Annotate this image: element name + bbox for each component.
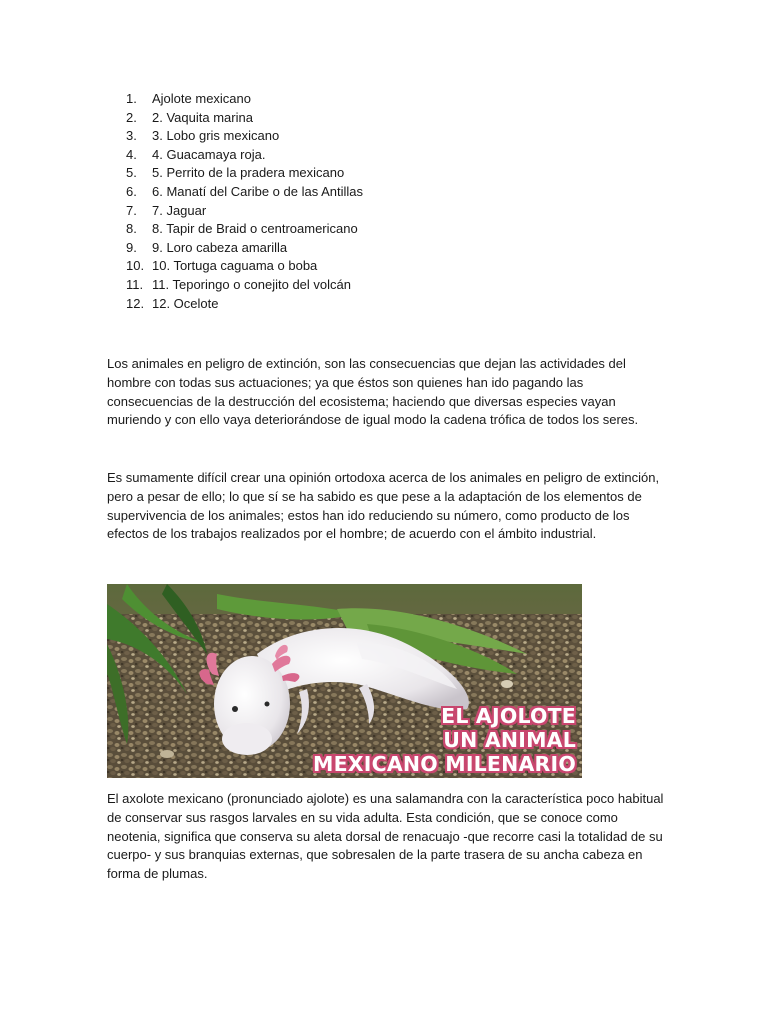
list-item [126, 276, 363, 295]
list-item [126, 202, 363, 221]
list-text: 6. Manatí del Caribe o de las Antillas [152, 183, 364, 199]
list-text: 4. Guacamaya roja. [152, 146, 266, 162]
list-item [126, 164, 363, 183]
list-number: 9. [126, 239, 137, 255]
list-text: 3. Lobo gris mexicano [152, 128, 280, 144]
list-number: 2. [126, 109, 137, 125]
list-number: 10. [126, 258, 145, 274]
list-number: 12. [126, 295, 145, 311]
list-item [126, 239, 363, 258]
list-item [126, 127, 363, 146]
paragraph-axolotl-description: El axolote mexicano (pronunciado ajolote) es una salamandra con la característica poco habitual de conservar sus rasgos larvales en su vida adulta. Esta condición, que se conoce como neotenia, significa que conserva su aleta dorsal de renacuajo -que recorre casi la totalidad de su cuerpo- y sus branquias externas, que sobresalen de la parte trasera de su ancha cabeza en forma de plumas. [107, 791, 664, 882]
list-item [126, 183, 363, 202]
paragraph-extinction-causes: Los animales en peligro de extinción, son las consecuencias que dejan las actividades del hombre con todas sus actuaciones; ya que éstos son quienes han ido pagando las consecuencias de la destrucción del ecosistema; haciendo que diversas especies vayan muriendo y con ello vaya deteriorándose de igual modo la cadena trófica de todos los seres. [107, 356, 639, 428]
list-text: 12. Ocelote [152, 295, 219, 311]
list-number: 5. [126, 165, 137, 181]
list-number: 1. [126, 91, 137, 106]
list-text: 7. Jaguar [152, 202, 207, 218]
list-number: 4. [126, 146, 137, 162]
caption-line: UN ANIMAL [443, 728, 576, 752]
image-caption [313, 704, 576, 776]
list-number: 8. [126, 221, 137, 237]
list-text: 11. Teporingo o conejito del volcán [152, 276, 351, 292]
list-item [126, 220, 363, 239]
list-number: 7. [126, 202, 137, 218]
list-text: 10. Tortuga caguama o boba [152, 258, 318, 274]
list-item [126, 146, 363, 165]
list-number: 11. [126, 276, 144, 292]
list-text: 9. Loro cabeza amarilla [152, 239, 288, 255]
caption-line: MEXICANO MILENARIO [312, 752, 576, 776]
paragraph-opinion: Es sumamente difícil crear una opinión ortodoxa acerca de los animales en peligro de extinción, pero a pesar de ello; lo que sí se ha sabido es que pese a la adaptación de los elementos de supervivencia de los animales; estos han ido reduciendo su número, como producto de los efectos de los trabajos realizados por el hombre; de acuerdo con el ámbito industrial. [107, 470, 660, 542]
list-text: 8. Tapir de Braid o centroamericano [152, 221, 358, 237]
caption-line: EL AJOLOTE [441, 704, 576, 728]
list-item [126, 295, 363, 314]
endangered-species-list [126, 90, 363, 313]
list-text: 2. Vaquita marina [152, 109, 253, 125]
list-item [126, 90, 363, 109]
list-text: 5. Perrito de la pradera mexicano [152, 165, 345, 181]
list-number: 6. [126, 183, 137, 199]
list-text: Ajolote mexicano [152, 91, 251, 106]
list-number: 3. [126, 128, 137, 144]
list-item [126, 109, 363, 128]
axolotl-image [107, 584, 582, 778]
list-item [126, 257, 363, 276]
